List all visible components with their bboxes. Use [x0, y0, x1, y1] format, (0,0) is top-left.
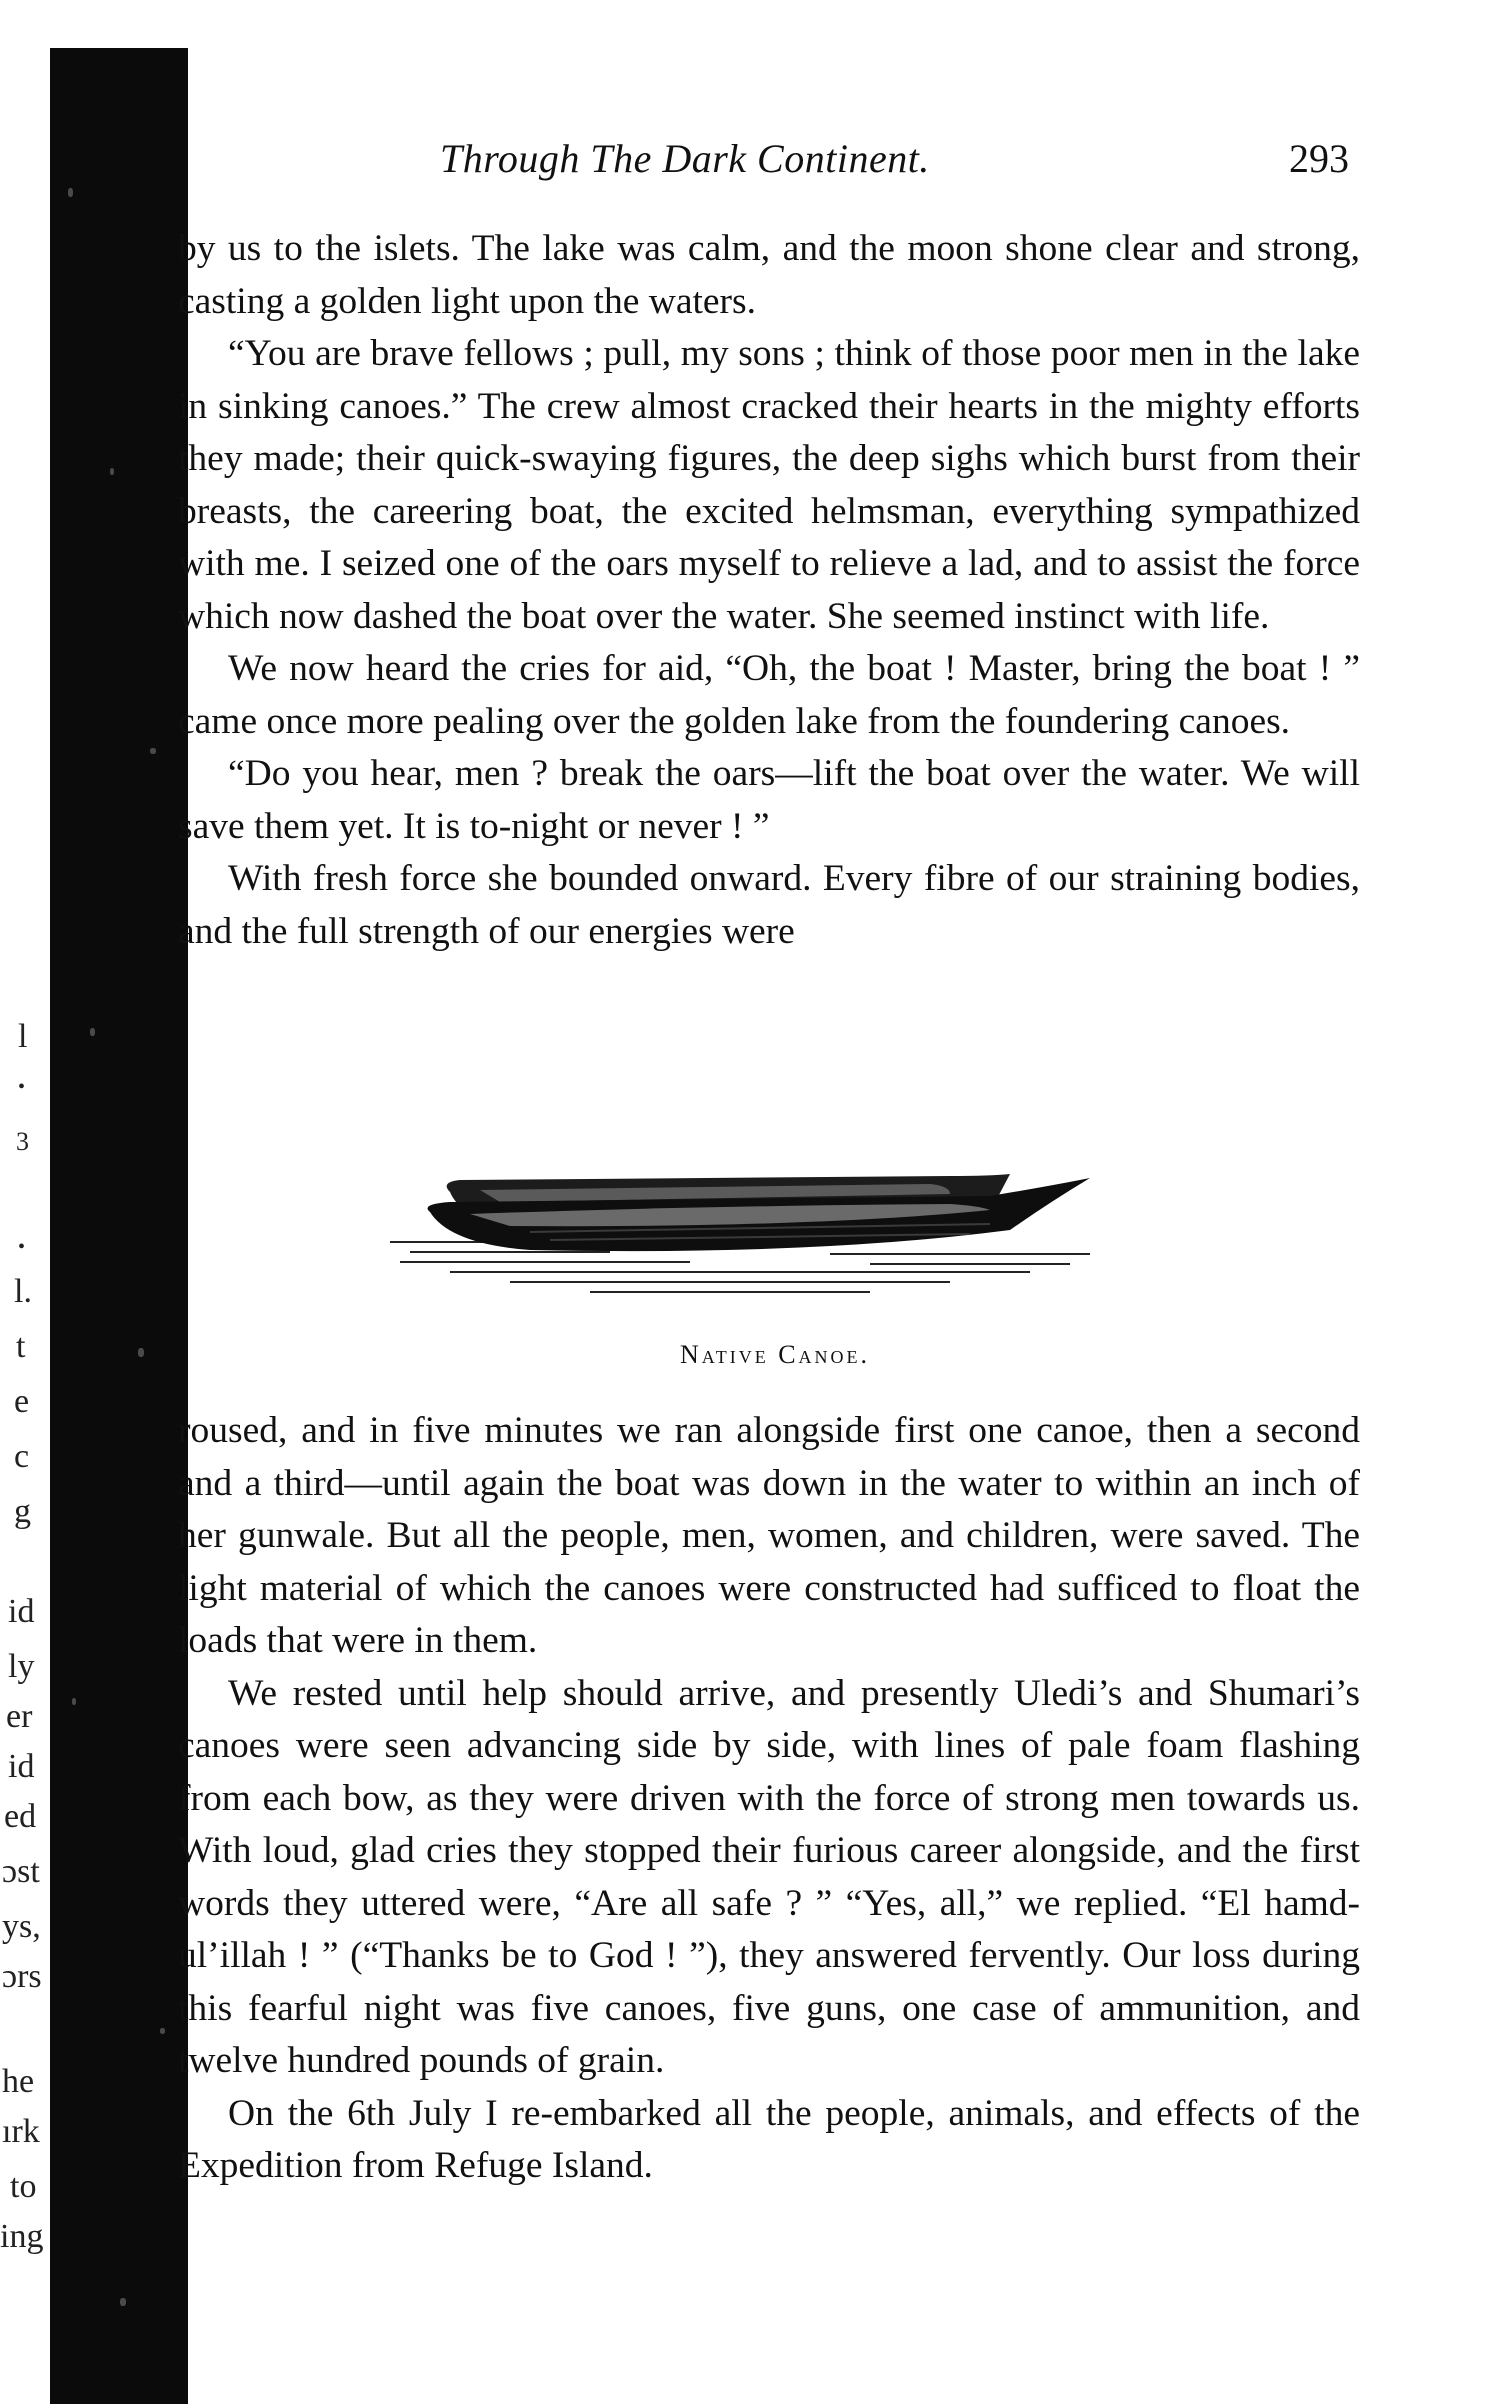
margin-fragment: 3	[16, 1127, 29, 1156]
margin-fragment: ly	[8, 1648, 35, 1685]
paragraph: “You are brave fellows ; pull, my sons ; think of those poor men in the lake in sinking canoes.” The crew almost cracked their hearts in the mighty efforts they made; their quick-swaying figures, the deep sighs which burst from their breasts, the careering boat, the excited helmsman, everything sympathized with me. I seized one of the oars myself to relieve a lad, and to assist the force which now dashed the boat over the water. She seemed instinct with life.	[178, 333, 1360, 637]
facing-page-fragments	[0, 0, 50, 2404]
binding-gutter	[50, 48, 188, 2404]
gutter-speck	[150, 748, 156, 754]
gutter-speck	[160, 2028, 165, 2034]
paragraph: “Do you hear, men ? break the oars—lift the boat over the water. We will save them yet. It is to-night or never ! ”	[178, 753, 1360, 847]
text-block-bottom	[178, 1405, 1360, 2193]
paragraph: With fresh force she bounded onward. Every fibre of our straining bodies, and the full strength of our energies were	[178, 858, 1360, 952]
margin-fragment: l	[18, 1018, 28, 1055]
paragraph: On the 6th July I re-embarked all the people, animals, and effects of the Expedition from Refuge Island.	[178, 2092, 1360, 2186]
margin-fragment: g	[14, 1493, 31, 1530]
paragraph: We rested until help should arrive, and presently Uledi’s and Shumari’s canoes were seen advancing side by side, with lines of pale foam flashing from each bow, as they were driven with the force of strong men towards us. With loud, glad cries they stopped their furious career alongside, and the first words they uttered were, “Are all safe ? ” “Yes, all,” we replied. “El hamd-ul’illah ! ” (“Thanks be to God ! ”), they answered fervently. Our loss during this fearful night was five canoes, five guns, one case of ammunition, and twelve hundred pounds of grain.	[178, 1672, 1360, 2081]
margin-fragment: •	[18, 1076, 26, 1098]
gutter-speck	[120, 2298, 126, 2306]
margin-fragment: ırk	[2, 2113, 40, 2150]
paragraph: We now heard the cries for aid, “Oh, the boat ! Master, bring the boat ! ” came once more pealing over the golden lake from the foundering canoes.	[178, 648, 1360, 742]
margin-fragment: ing	[0, 2218, 44, 2255]
margin-fragment: t	[16, 1328, 26, 1365]
margin-fragment: to	[10, 2168, 37, 2205]
margin-fragment: ɔst	[2, 1853, 40, 1890]
gutter-speck	[110, 468, 114, 475]
gutter-speck	[72, 1698, 76, 1705]
gutter-speck	[68, 188, 73, 197]
margin-fragment: •	[18, 1236, 26, 1258]
margin-fragment: id	[8, 1593, 35, 1630]
canoe-engraving-icon	[390, 1150, 1110, 1300]
text-block-top	[178, 223, 1360, 958]
margin-fragment: he	[2, 2063, 35, 2100]
margin-fragment: ɔrs	[2, 1958, 42, 1995]
paragraph: roused, and in five minutes we ran alongside first one canoe, then a second and a third—until again the boat was down in the water to within an inch of her gunwale. But all the people, men, women, and children, were saved. The light material of which the canoes were constructed had sufficed to float the loads that were in them.	[178, 1410, 1360, 1661]
gutter-speck	[138, 1348, 144, 1357]
margin-fragment: er	[6, 1698, 33, 1735]
margin-fragment: l.	[14, 1273, 32, 1310]
margin-fragment: id	[8, 1748, 35, 1785]
canoe-illustration	[390, 1150, 1110, 1300]
running-head-title: Through The Dark Continent.	[440, 136, 930, 181]
page-number: 293	[1289, 136, 1349, 181]
margin-fragment: ed	[4, 1798, 37, 1835]
figure-caption: Native Canoe.	[679, 1340, 871, 1369]
margin-fragment: c	[14, 1438, 30, 1475]
gutter-speck	[90, 1028, 95, 1036]
margin-fragment: e	[14, 1383, 30, 1420]
margin-fragment: ys,	[2, 1908, 41, 1945]
paragraph: by us to the islets. The lake was calm, and the moon shone clear and strong, casting a golden light upon the waters.	[178, 228, 1360, 322]
running-head	[190, 135, 1355, 195]
